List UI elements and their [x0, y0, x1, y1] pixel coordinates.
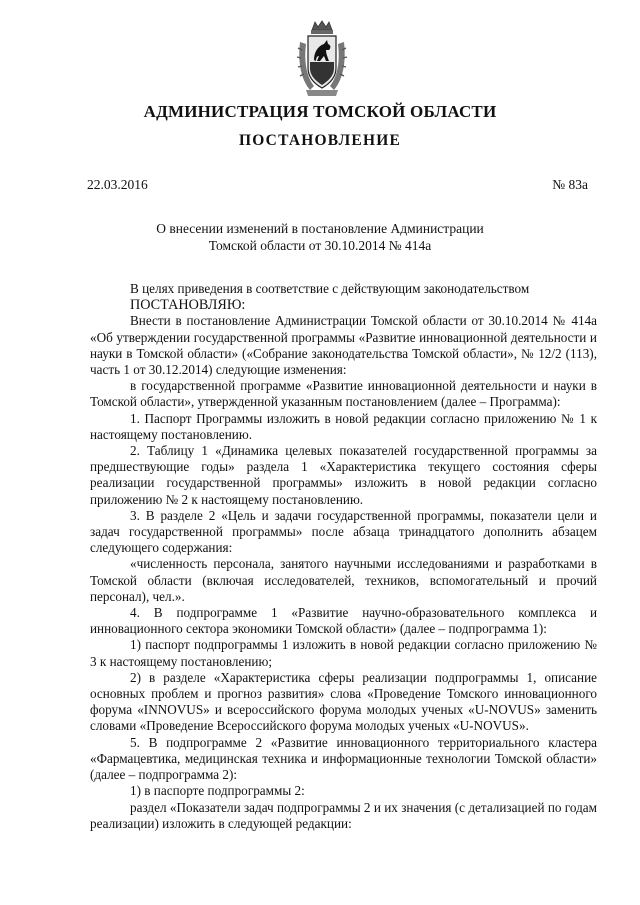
paragraph: в государственной программе «Развитие инновационной деятельности и науки в Томской области», утвержденной указанным постановлением (далее – Программа): — [90, 378, 597, 410]
paragraph: 4. В подпрограмме 1 «Развитие научно-образовательного комплекса и инновационного сектора экономики Томской области» (далее – подпрограмма 1): — [90, 605, 597, 637]
title-line-2: Томской области от 30.10.2014 № 414а — [208, 238, 432, 253]
document-title — [0, 220, 640, 254]
paragraph: 5. В подпрограмме 2 «Развитие инновационного территориального кластера «Фармацевтика, медицинская техника и информационные технологии Томской области» (далее – подпрограмма 2): — [90, 734, 597, 783]
paragraph: 3. В разделе 2 «Цель и задачи государственной программы, показатели цели и задач государственной программы» после абзаца тринадцатого дополнить абзацем следующего содержания: — [90, 507, 597, 556]
paragraph: 1. Паспорт Программы изложить в новой редакции согласно приложению № 1 к настоящему постановлению. — [90, 410, 597, 442]
paragraph: 1) в паспорте подпрограммы 2: — [130, 783, 305, 799]
organization-title: АДМИНИСТРАЦИЯ ТОМСКОЙ ОБЛАСТИ — [143, 102, 497, 121]
paragraph: Внести в постановление Администрации Томской области от 30.10.2014 № 414а «Об утверждении государственной программы «Развитие инновационной деятельности и науки в Томской области» («Собрание законодательства Томской области», № 12/2 (113), часть 1 от 30.12.2014) следующие изменения: — [90, 313, 597, 378]
document-number: № 83а — [552, 177, 588, 192]
paragraph: 2) в разделе «Характеристика сферы реализации подпрограммы 1, описание основных проблем и прогноз развития» слова «Проведение Томского инновационного форума «INNOVUS» и всероссийского форума молодых ученых «U-NOVUS» заменить словами «Проведение Всероссийского форума молодых ученых «U-NOVUS». — [90, 669, 597, 734]
paragraph: «численность персонала, занятого научными исследованиями и разработками в Томской области (включая исследователей, техников, вспомогательный и прочий персонал), чел.». — [90, 556, 597, 604]
paragraph: 1) паспорт подпрограммы 1 изложить в новой редакции согласно приложению № 3 к настоящему постановлению; — [90, 637, 597, 669]
title-line-1: О внесении изменений в постановление Администрации — [156, 221, 484, 236]
document-date: 22.03.2016 — [87, 177, 148, 192]
coat-of-arms-icon — [296, 20, 348, 98]
paragraph: В целях приведения в соответствие с действующим законодательством — [130, 281, 530, 296]
paragraph: раздел «Показатели задач подпрограммы 2 и их значения (с детализацией по годам реализации) изложить в следующей редакции: — [90, 799, 597, 831]
document-body — [90, 281, 597, 832]
document-type: ПОСТАНОВЛЕНИЕ — [238, 132, 402, 149]
paragraph-decree: ПОСТАНОВЛЯЮ: — [130, 297, 246, 314]
paragraph: 2. Таблицу 1 «Динамика целевых показателей государственной программы за предшествующие годы» раздела 1 «Характеристика текущего состояния сферы реализации государственной программы» изложить в новой редакции согласно приложению № 2 к настоящему постановлению. — [90, 443, 597, 507]
